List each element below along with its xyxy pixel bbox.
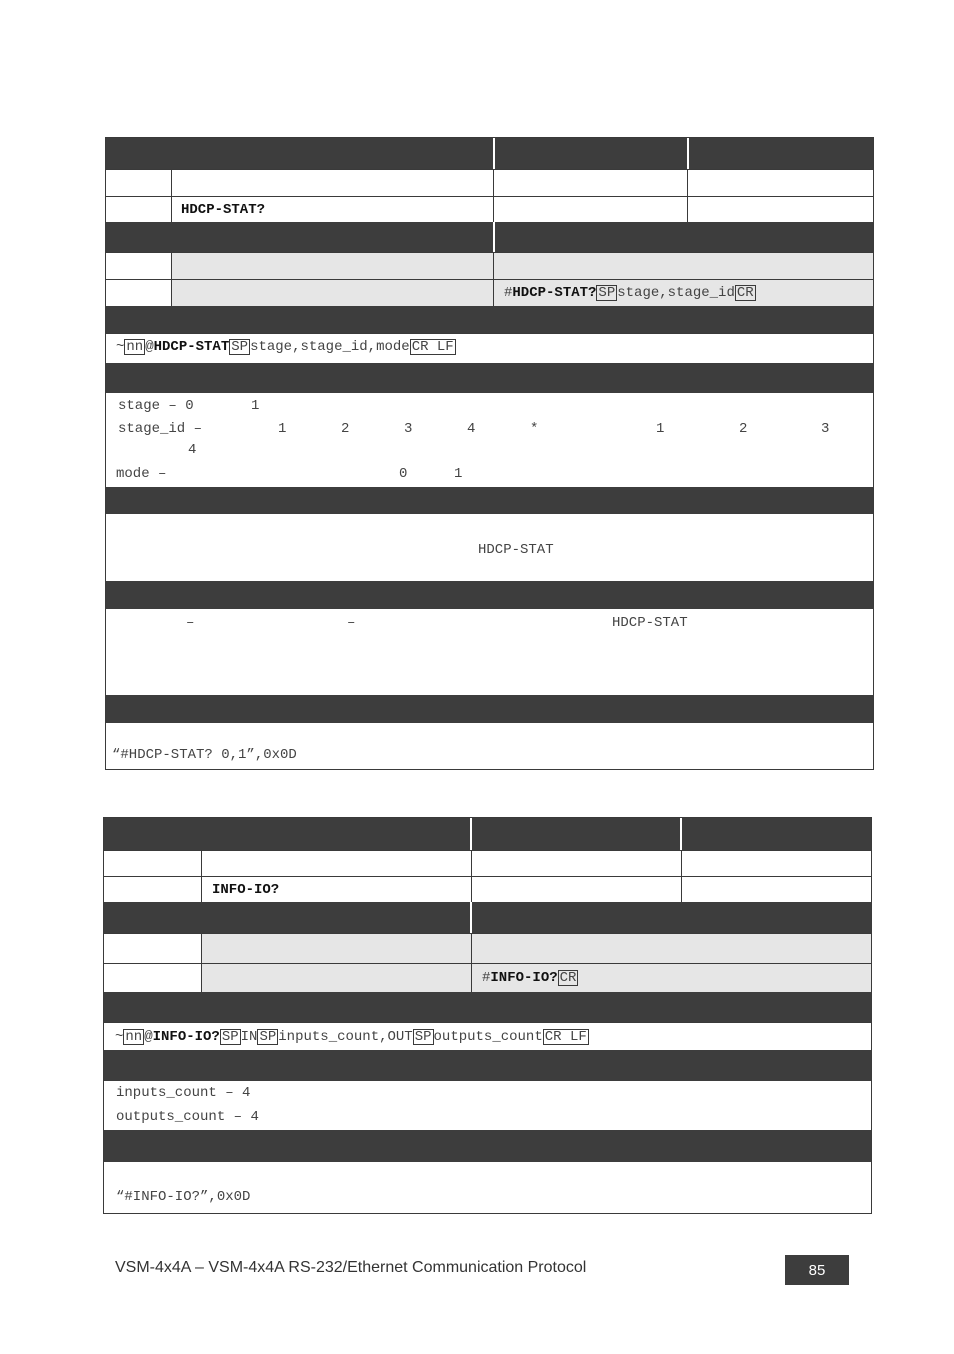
table-header-row (104, 992, 871, 1022)
table-header-row (104, 1050, 871, 1081)
param-stage-id: stage_id – (118, 421, 203, 437)
hdcp-stat-table (105, 137, 874, 770)
table-row (106, 333, 873, 360)
param-outputs-count: outputs_count – 4 (116, 1109, 259, 1125)
param-stage: stage – 0 (118, 398, 194, 414)
table-header-row (106, 581, 873, 609)
table-header-row (104, 902, 871, 933)
page-number: 85 (785, 1255, 849, 1285)
table-row (104, 963, 871, 992)
table-row (106, 169, 873, 196)
example-text: “#INFO-IO?”,0x0D (116, 1189, 251, 1205)
notes-block (106, 514, 873, 581)
parameters-block: stage – 0 1 stage_id – 1 2 3 4 * 1 2 3 4 mode – 0 1 (106, 393, 873, 487)
table-header-row (104, 818, 871, 850)
table-header-row (106, 695, 873, 723)
function-name: INFO-IO? (212, 881, 280, 898)
set-syntax: # HDCP-STAT? SP stage,stage_id CR (504, 285, 754, 301)
example-block (106, 723, 873, 769)
table-row (106, 279, 873, 306)
table-header-row (106, 138, 873, 169)
param-inputs-count: inputs_count – 4 (116, 1085, 251, 1101)
notes-text: HDCP-STAT (478, 542, 554, 558)
table-header-row (104, 1130, 871, 1162)
k-config-text: HDCP-STAT (612, 615, 688, 631)
get-syntax: # INFO-IO? CR (482, 970, 577, 986)
table-row (104, 933, 871, 963)
table-row (104, 850, 871, 876)
response-syntax: ~ nn @ INFO-IO? SP IN SP inputs_count,OUT SP outputs_count CR LF (115, 1028, 587, 1045)
table-header-row (106, 363, 873, 393)
table-row (104, 1022, 871, 1050)
example-text: “#HDCP-STAT? 0,1”,0x0D (112, 747, 297, 763)
footer-title: VSM-4x4A – VSM-4x4A RS-232/Ethernet Communication Protocol (115, 1259, 587, 1276)
table-header-row (106, 306, 873, 333)
table-row (106, 196, 873, 222)
response-syntax: ~ nn @ HDCP-STAT SP stage,stage_id,mode CR LF (116, 339, 454, 355)
table-row (106, 252, 873, 279)
table-row (104, 876, 871, 902)
info-io-table (103, 817, 872, 1214)
table-header-row (106, 222, 873, 252)
table-header-row (106, 487, 873, 514)
k-config-block: – – HDCP-STAT (106, 609, 873, 695)
param-mode: mode – (116, 466, 167, 482)
parameters-block (104, 1081, 871, 1130)
example-block (104, 1162, 871, 1213)
function-name: HDCP-STAT? (181, 201, 266, 218)
